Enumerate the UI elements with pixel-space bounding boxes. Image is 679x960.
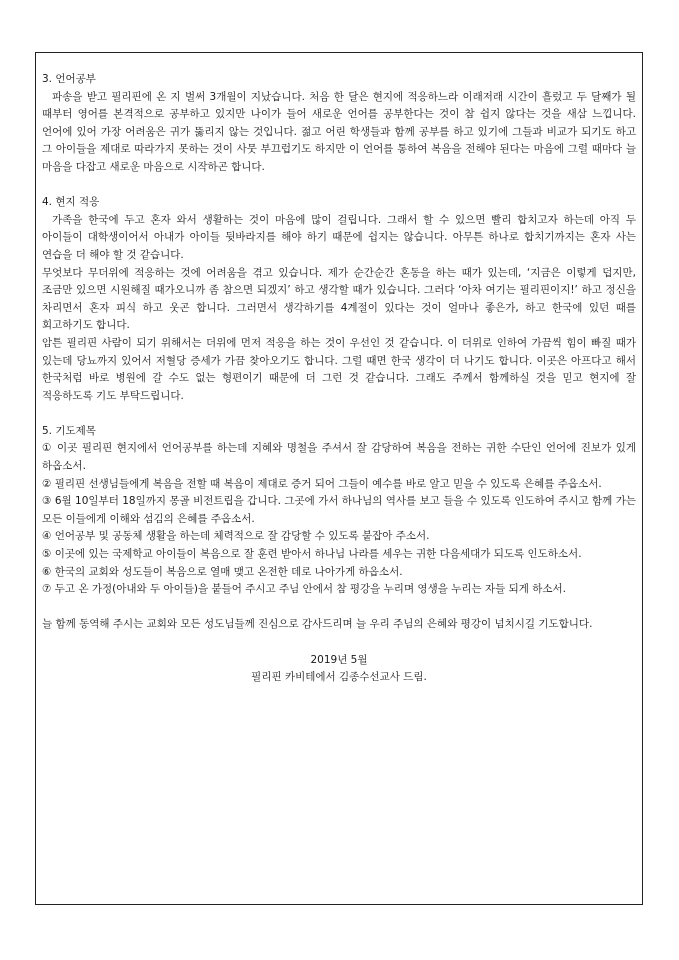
signature-sender: 필리핀 카비테에서 김종수선교사 드림. [251, 671, 427, 684]
prayer-item: ④ 언어공부 및 공동체 생활을 하는데 체력적으로 잘 감당할 수 있도록 붙잡아 주소서. [42, 530, 430, 543]
section-heading-language-study: 3. 언어공부 [42, 73, 96, 85]
section-prayer-requests [42, 423, 636, 599]
signature-date: 2019년 5월 [310, 653, 368, 666]
letter-body [42, 71, 636, 687]
prayer-item: ① 이곳 필리핀 현지에서 언어공부를 하는데 지혜와 명철을 주셔서 잘 감당하여 복음을 전하는 귀한 수단인 언어에 진보가 있게 하옵소서. [42, 442, 636, 473]
paragraph-language-study: 파송을 받고 필리핀에 온 지 벌써 3개월이 지났습니다. 처음 한 달은 현지에 적응하느라 이래저래 시간이 흘렀고 두 달째가 될 때부터 영어를 본격적으로 공부하고 있지만 나이가 들어 새로운 언어를 공부한다는 것이 참 쉽지 않다는 것을 새삼 느낍니다. 언어에 있어 가장 어려움은 귀가 뚫리지 않는 것입니다. 젊고 어린 학생들과 함께 공부를 하고 있기에 그들과 비교가 되기도 하고 그 아이들을 제대로 따라가지 못하는 것이 사뭇 부끄럽기도 하지만 이 언어를 통하여 복음을 전해야 된다는 마음에 그럴 때마다 늘 마음을 다잡고 새로운 마음으로 시작하곤 합니다. [42, 90, 636, 173]
prayer-item: ③ 6월 10일부터 18일까지 몽골 비전트립을 갑니다. 그곳에 가서 하나님의 역사를 보고 들을 수 있도록 인도하여 주시고 함께 가는 모든 이들에게 이해와 섬김의 은혜를 주옵소서. [42, 495, 636, 525]
prayer-item: ⑥ 한국의 교회와 성도들이 복음으로 열매 맺고 온전한 데로 나아가게 하옵소서. [42, 565, 403, 578]
closing-paragraph: 늘 함께 동역해 주시는 교회와 모든 성도님들께 진심으로 감사드리며 늘 우리 주님의 은혜와 평강이 넘치시길 기도합니다. [42, 618, 593, 631]
prayer-item: ② 필리핀 선생님들에게 복음을 전할 때 복음이 제대로 증거 되어 그들이 예수를 바로 알고 믿을 수 있도록 은혜를 주옵소서. [42, 477, 602, 490]
prayer-item: ⑤ 이곳에 있는 국제학교 아이들이 복음으로 잘 훈련 받아서 하나님 나라를 세우는 귀한 다음세대가 되도록 인도하소서. [42, 548, 582, 561]
section-language-study [42, 71, 636, 177]
paragraph-family: 가족을 한국에 두고 혼자 와서 생활하는 것이 마음에 많이 걸립니다. 그래서 할 수 있으면 빨리 합치고자 하는데 아직 두 아이들이 대학생이어서 아내가 아이들 뒷바라지를 해야 하기 때문에 쉽지는 않습니다. 아무튼 하나로 합치기까지는 혼자 사는 연습을 더 해야 할 것 같습니다. [42, 213, 636, 261]
paragraph-heat: 무엇보다 무더위에 적응하는 것에 어려움을 겪고 있습니다. 제가 순간순간 혼동을 하는 때가 있는데, ‘지금은 이렇게 덥지만, 조금만 있으면 시원해질 때가오니까 좀 참으면 되겠지’ 하고 생각할 때가 있습니다. 그러다 ‘아차 여기는 필리핀이지!’ 하고 정신을 차리면서 혼자 피식 하고 웃곤 합니다. 그러면서 생각하기를 4계절이 있다는 것이 얼마나 좋은가, 하고 한국에 있던 때를 회고하기도 합니다. [42, 266, 636, 332]
prayer-list [42, 440, 636, 598]
page-frame [35, 52, 643, 905]
section-heading-prayer-requests: 5. 기도제목 [42, 424, 96, 437]
prayer-item: ⑦ 두고 온 가정(아내와 두 아이들)을 붙들어 주시고 주님 안에서 참 평강을 누리며 영생을 누리는 자들 되게 하소서. [42, 583, 566, 596]
section-local-adaptation [42, 194, 636, 405]
signature-block [42, 652, 636, 687]
paragraph-health: 암튼 필리핀 사람이 되기 위해서는 더위에 먼저 적응을 하는 것이 우선인 것 같습니다. 이 더위로 인하여 가끔씩 힘이 빠질 때가 있는데 당뇨까지 있어서 저혈당 증세가 가끔 찾아오기도 합니다. 그럴 때면 한국 생각이 더 나기도 합니다. 이곳은 아프다고 해서 한국처럼 바로 병원에 갈 수도 없는 형편이기 때문에 더 그런 것 같습니다. 그래도 주께서 함께하실 것을 믿고 현지에 잘 적응하도록 기도 부탁드립니다. [42, 336, 636, 402]
section-heading-local-adaptation: 4. 현지 적응 [42, 196, 100, 209]
